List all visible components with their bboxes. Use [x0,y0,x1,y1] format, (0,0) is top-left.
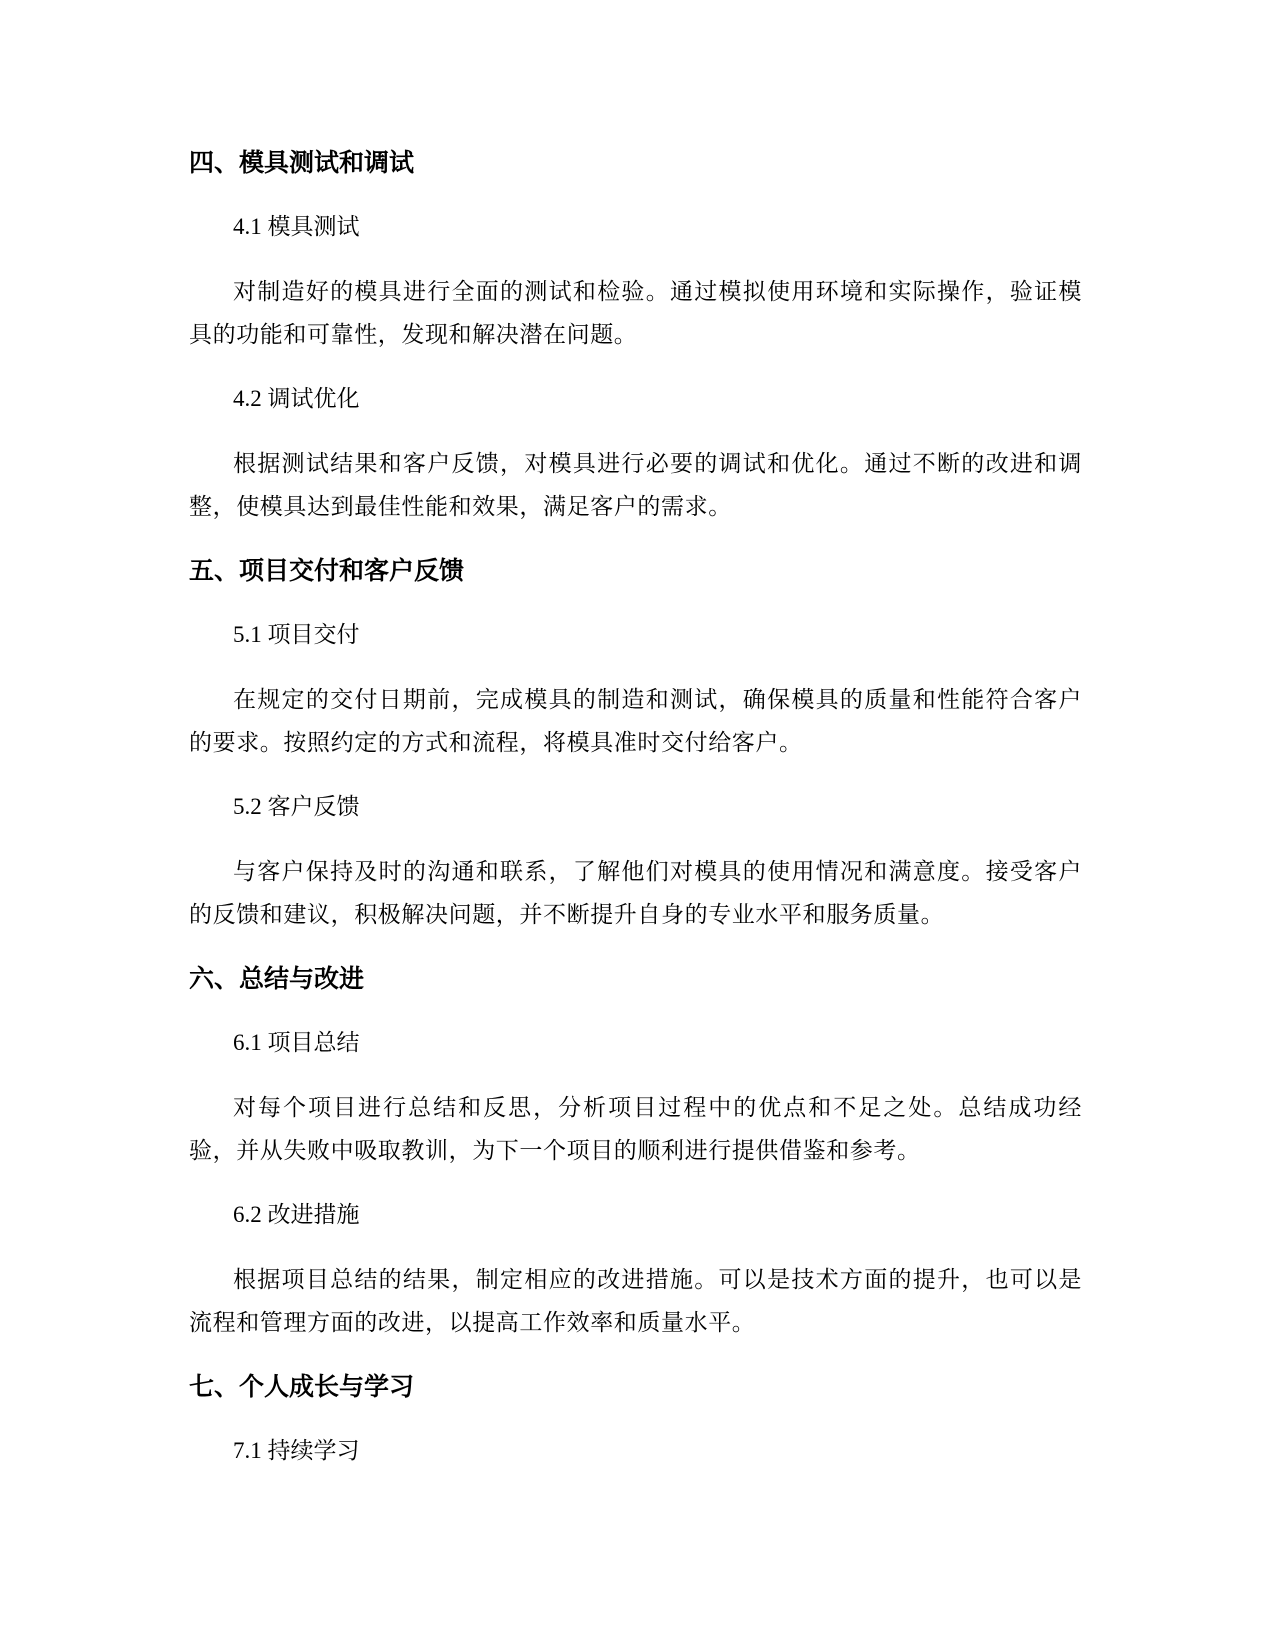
subsection-title: 5.2 客户反馈 [233,794,360,819]
document-body [189,146,1082,1498]
section-heading: 七、个人成长与学习 [189,1372,415,1401]
subsection-title: 4.1 模具测试 [233,214,360,239]
section-heading: 五、项目交付和客户反馈 [189,556,465,585]
paragraph: 根据项目总结的结果，制定相应的改进措施。可以是技术方面的提升，也可以是流程和管理方面的改进，以提高工作效率和质量水平。 [189,1267,1082,1335]
subsection-title: 7.1 持续学习 [233,1438,360,1463]
section-heading: 六、总结与改进 [189,964,365,993]
paragraph: 对每个项目进行总结和反思，分析项目过程中的优点和不足之处。总结成功经验，并从失败中吸取教训，为下一个项目的顺利进行提供借鉴和参考。 [189,1095,1082,1163]
subsection-title: 6.1 项目总结 [233,1030,360,1055]
paragraph: 在规定的交付日期前，完成模具的制造和测试，确保模具的质量和性能符合客户的要求。按照约定的方式和流程，将模具准时交付给客户。 [189,687,1082,755]
subsection-title: 5.1 项目交付 [233,622,360,647]
section-heading: 四、模具测试和调试 [189,148,415,177]
paragraph: 根据测试结果和客户反馈，对模具进行必要的调试和优化。通过不断的改进和调整，使模具达到最佳性能和效果，满足客户的需求。 [189,451,1082,519]
subsection-title: 4.2 调试优化 [233,386,360,411]
subsection-title: 6.2 改进措施 [233,1202,360,1227]
paragraph: 对制造好的模具进行全面的测试和检验。通过模拟使用环境和实际操作，验证模具的功能和可靠性，发现和解决潜在问题。 [189,279,1082,347]
paragraph: 与客户保持及时的沟通和联系，了解他们对模具的使用情况和满意度。接受客户的反馈和建议，积极解决问题，并不断提升自身的专业水平和服务质量。 [189,859,1082,927]
